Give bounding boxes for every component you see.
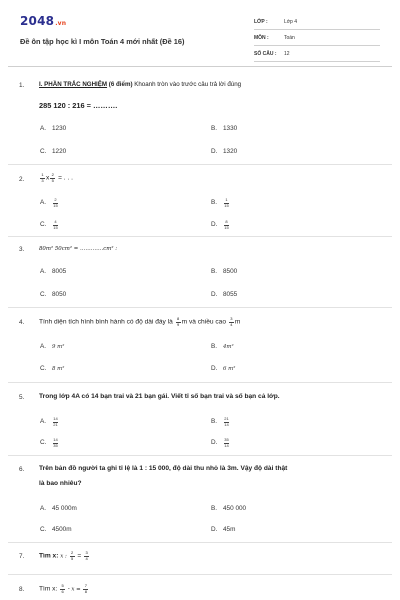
answer-option-a[interactable]: A. $\frac{14}{21}$ [40, 416, 58, 427]
fraction: $\frac{21}{14}$ [224, 416, 229, 427]
question-6-line-1: Trên bản đồ người ta ghi tỉ lệ là 1 : 15 000, độ dài thu nhỏ là 3m. Vậy độ dài thật [39, 465, 288, 472]
answer-option-a[interactable]: A. $\frac{2}{15}$ [40, 197, 58, 208]
question-separator [8, 574, 392, 575]
meta-key: LỚP : [254, 18, 268, 25]
question-4-text: Tính diện tích hình bình hành có độ dài đáy là $\frac{8}{9}$ m và chiều cao $\frac{3}{4}$ m [39, 316, 241, 327]
question-8-text: Tìm x: $\frac{5}{6}$ - x = $\frac{7}{8}$ [39, 583, 88, 594]
section-instruction: Khoanh tròn vào trước câu trả lời đúng [132, 81, 242, 88]
question-number: 1. [19, 82, 25, 89]
question-number: 7. [19, 553, 25, 560]
meta-row-subject [254, 30, 380, 46]
meta-value: 12 [284, 50, 290, 57]
answer-option-c[interactable]: C. 8 m² [40, 365, 65, 372]
section-points: (6 điểm) [107, 81, 133, 88]
fraction: $\frac{4}{15}$ [53, 219, 58, 230]
fraction: $\frac{2}{5}$ [70, 550, 74, 561]
answer-option-d[interactable]: D. 8055 [211, 291, 238, 298]
answer-option-b[interactable]: B. 1330 [211, 125, 238, 132]
fraction: $\frac{7}{8}$ [84, 583, 88, 594]
fraction: $\frac{14}{21}$ [53, 416, 58, 427]
site-logo[interactable] [20, 14, 66, 28]
answer-option-c[interactable]: C. 4500m [40, 526, 72, 533]
answer-option-b[interactable]: B. $\frac{21}{14}$ [211, 416, 229, 427]
answer-option-b[interactable]: B. 8500 [211, 268, 238, 275]
answer-option-d[interactable]: D. $\frac{35}{14}$ [211, 437, 229, 448]
fraction: $\frac{1}{15}$ [224, 197, 229, 208]
fraction: $\frac{35}{14}$ [224, 437, 229, 448]
question-7-text: Tìm x: x : $\frac{2}{5}$ = $\frac{3}{4}$ [39, 550, 88, 561]
question-number: 6. [19, 466, 25, 473]
answer-option-c[interactable]: C. $\frac{4}{15}$ [40, 219, 58, 230]
answer-option-c[interactable]: C. 8050 [40, 291, 67, 298]
question-1-expression: 285 120 : 216 = ………. [39, 101, 118, 110]
question-number: 5. [19, 394, 25, 401]
question-2-expression: $\frac{1}{3}$ x $\frac{2}{5}$ = . . . [41, 172, 73, 183]
fraction: $\frac{8}{15}$ [224, 219, 229, 230]
fraction: $\frac{14}{35}$ [53, 437, 58, 448]
logo-suffix: .vn [55, 20, 67, 27]
meta-row-class [254, 14, 380, 30]
question-number: 8. [19, 586, 25, 593]
answer-option-d[interactable]: D. 1320 [211, 148, 238, 155]
answer-option-c[interactable]: C. 1220 [40, 148, 67, 155]
fraction: $\frac{8}{9}$ [177, 316, 180, 327]
fraction: $\frac{2}{15}$ [53, 197, 58, 208]
question-separator [8, 307, 392, 308]
fraction: $\frac{1}{3}$ [41, 172, 44, 183]
question-6-line-2: là bao nhiêu? [39, 480, 82, 487]
answer-option-d[interactable]: D. 6 m² [211, 365, 236, 372]
answer-option-b[interactable]: B. $\frac{1}{15}$ [211, 197, 229, 208]
question-separator [8, 236, 392, 237]
fraction: $\frac{2}{5}$ [51, 172, 54, 183]
meta-key: MÔN : [254, 34, 269, 41]
answer-option-c[interactable]: C. $\frac{14}{35}$ [40, 437, 58, 448]
answer-option-a[interactable]: A. 9 m² [40, 343, 65, 350]
logo-text: 2048 [20, 14, 55, 28]
answer-option-a[interactable]: A. 45 000m [40, 505, 77, 512]
fraction: $\frac{3}{4}$ [85, 550, 88, 561]
meta-value: Toán [284, 34, 295, 41]
meta-key: SỐ CÂU : [254, 50, 277, 57]
question-number: 2. [19, 176, 25, 183]
question-3-expression: 80m² 50cm² = ………….cm² : [39, 246, 118, 252]
question-separator [8, 542, 392, 543]
meta-row-count [254, 46, 380, 62]
meta-value: Lớp 4 [284, 18, 298, 25]
exam-meta [254, 14, 380, 62]
question-1-heading [39, 80, 241, 90]
fraction: $\frac{5}{6}$ [61, 583, 64, 594]
answer-option-a[interactable]: A. 1230 [40, 125, 67, 132]
question-number: 3. [19, 246, 25, 253]
question-5-text: Trong lớp 4A có 14 bạn trai và 21 bạn gái. Viết tỉ số bạn trai và số bạn cả lớp. [39, 393, 280, 400]
answer-option-b[interactable]: B. 4m² [211, 343, 234, 350]
question-separator [8, 455, 392, 456]
fraction: $\frac{3}{4}$ [230, 316, 233, 327]
exam-title: Đề ôn tập học kì I môn Toán 4 mới nhất (Đề 16) [20, 37, 185, 46]
worksheet-header [18, 12, 382, 62]
answer-option-d[interactable]: D. 45m [211, 526, 236, 533]
answer-option-b[interactable]: B. 450 000 [211, 505, 247, 512]
header-divider [8, 66, 392, 67]
question-number: 4. [19, 319, 25, 326]
answer-option-a[interactable]: A. 8005 [40, 268, 67, 275]
section-title: I. PHẦN TRẮC NGHIỆM [39, 81, 108, 88]
answer-option-d[interactable]: D. $\frac{8}{15}$ [211, 219, 229, 230]
question-separator [8, 164, 392, 165]
question-separator [8, 382, 392, 383]
